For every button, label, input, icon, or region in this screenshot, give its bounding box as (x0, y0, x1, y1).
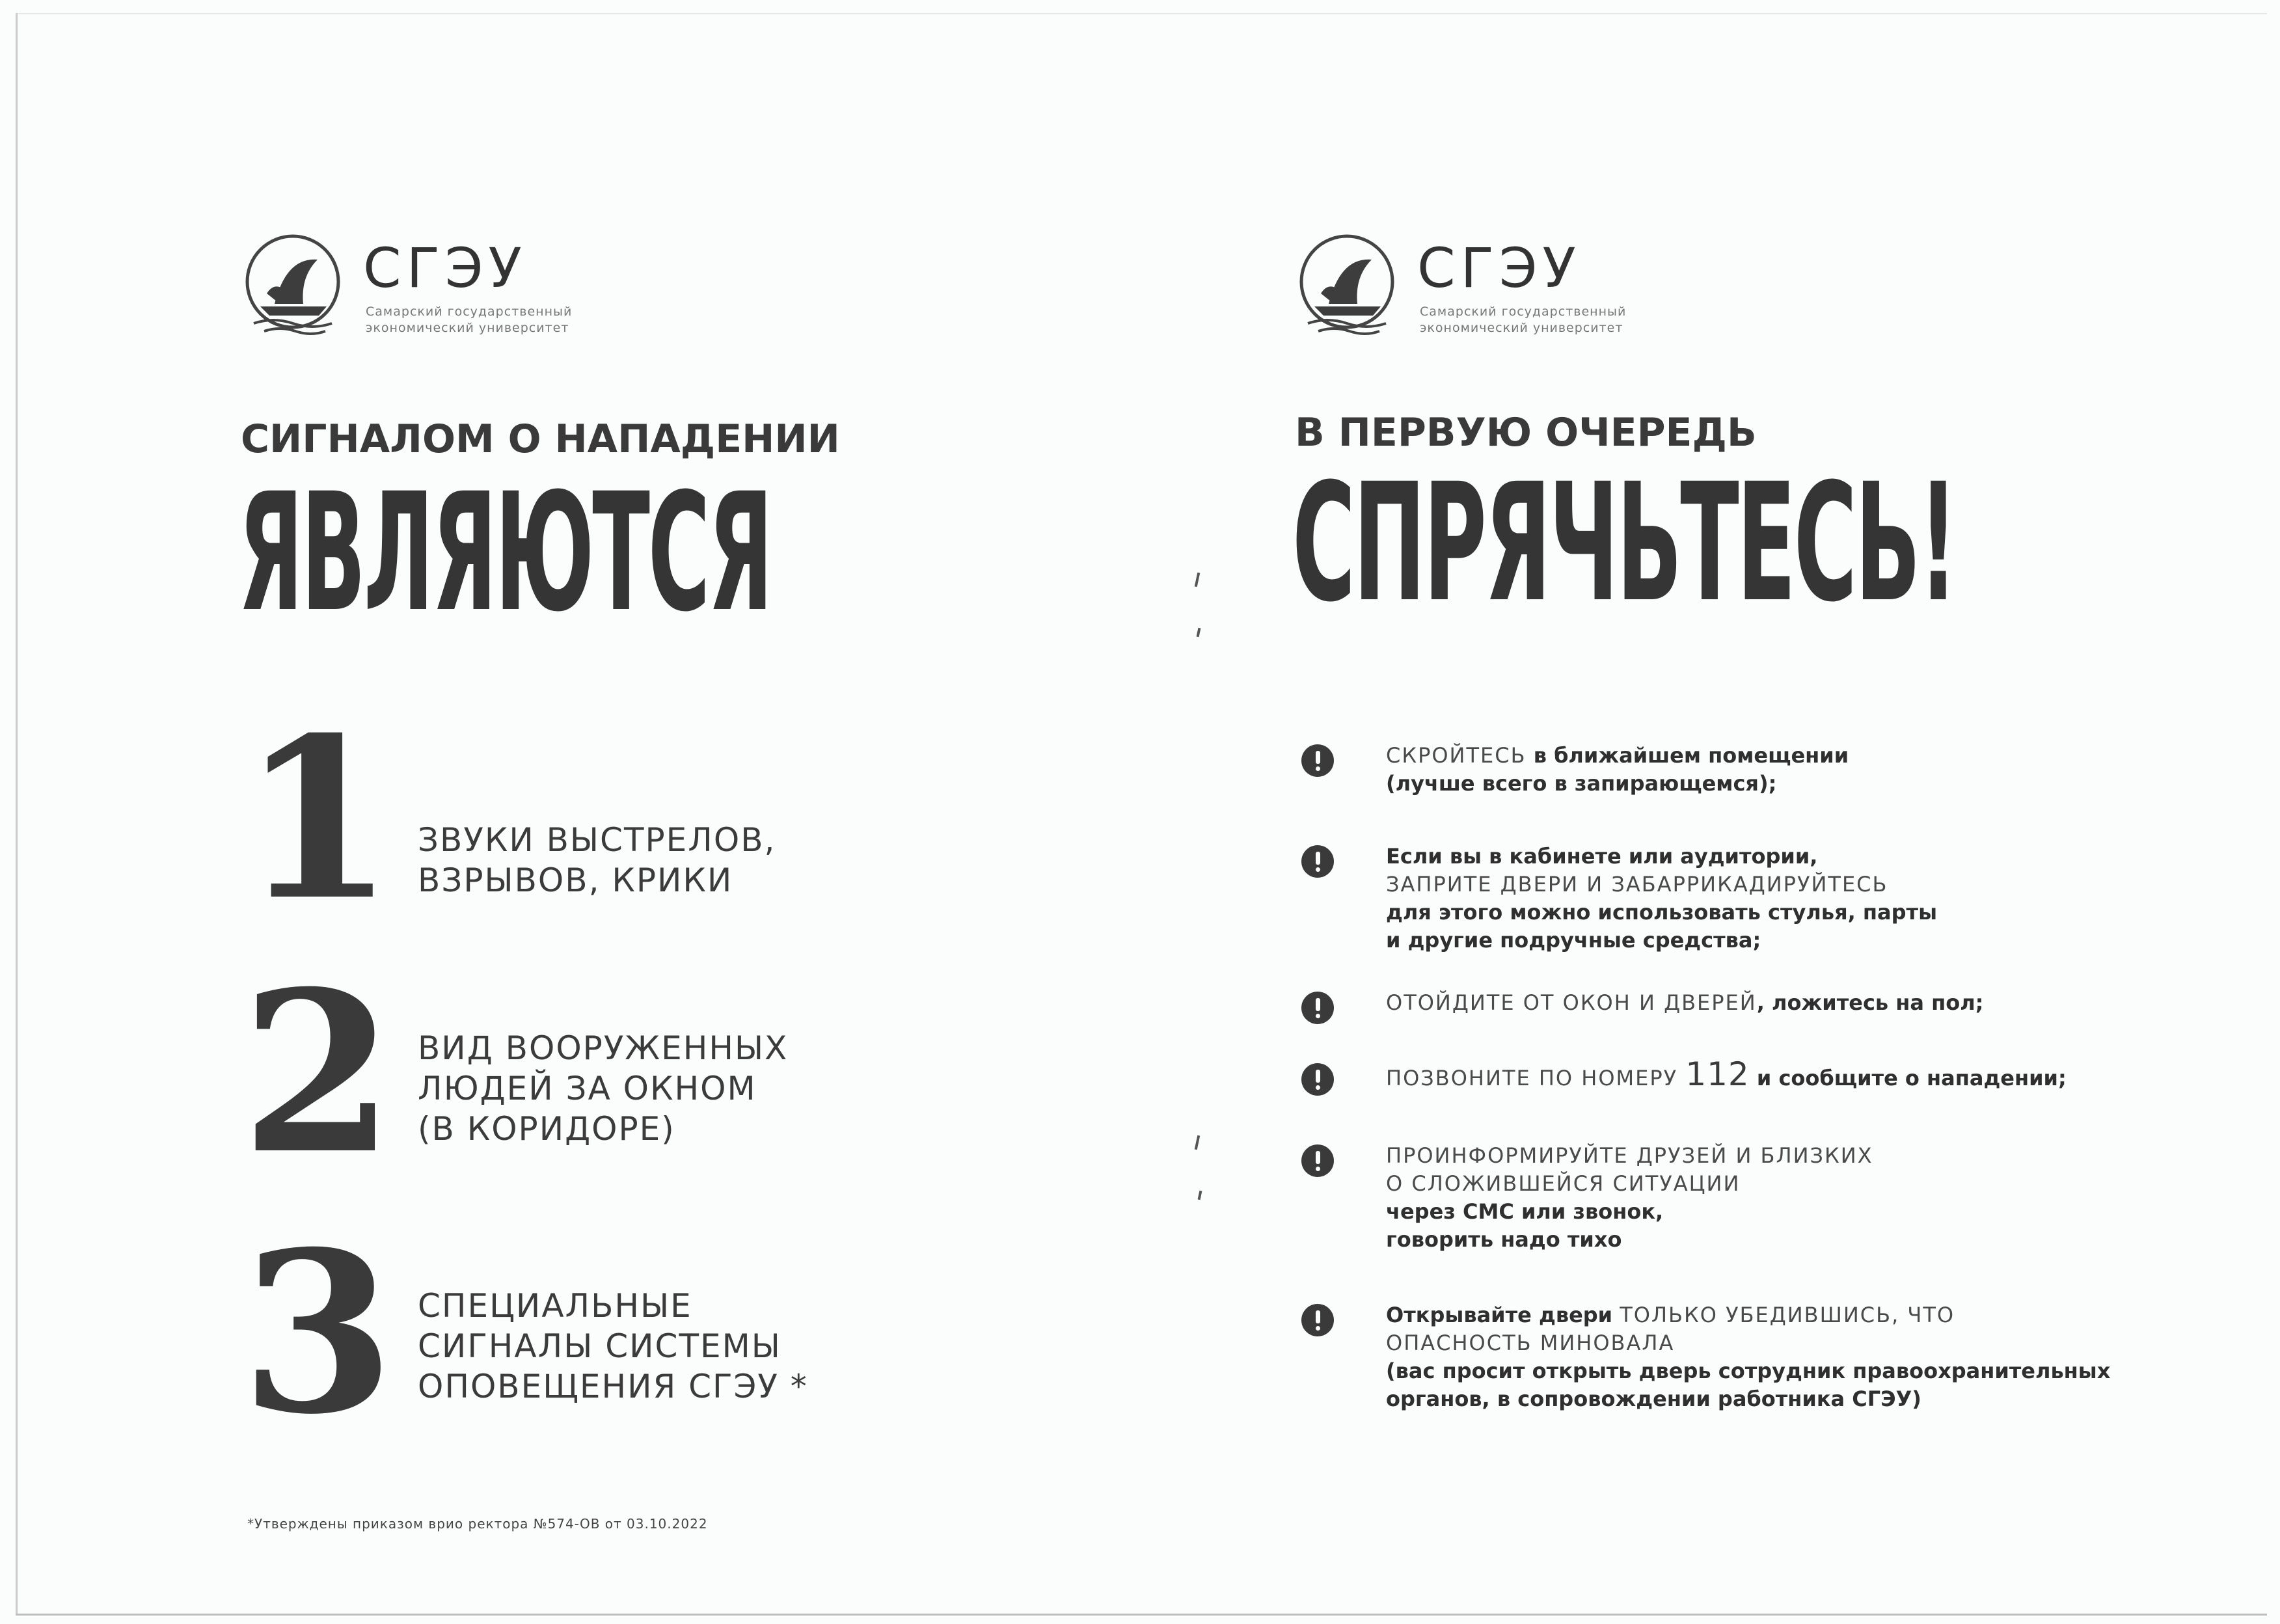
instruction-segment: ОТОЙДИТЕ ОТ ОКОН И ДВЕРЕЙ (1386, 990, 1757, 1015)
instruction-text (1386, 1301, 2245, 1413)
instruction-segment: Если вы в кабинете или аудитории, (1386, 844, 1818, 869)
instruction-line (1386, 843, 2245, 871)
instruction-line (1386, 1055, 2245, 1093)
instruction-line (1386, 927, 2245, 954)
signal-item (241, 943, 1152, 1203)
fold-mark (1197, 628, 1201, 638)
instruction-segment: ЗАПРИТЕ ДВЕРИ И ЗАБАРРИКАДИРУЙТЕСЬ (1386, 872, 1888, 897)
signal-text: ВИД ВООРУЖЕННЫХ ЛЮДЕЙ ЗА ОКНОМ (В КОРИДОРЕ) (418, 1029, 789, 1148)
logo-full-name: Самарский государственный экономический университет (1420, 304, 1627, 335)
left-kicker: СИГНАЛОМ О НАПАДЕНИИ (241, 416, 840, 462)
instruction-line (1386, 871, 2245, 899)
exclamation-circle-icon (1301, 845, 1334, 878)
scan-edge-left (16, 13, 18, 1614)
instruction-segment: СКРОЙТЕСЬ (1386, 743, 1527, 768)
signal-item (241, 1204, 1152, 1463)
logo-full-name: Самарский государственный экономический университет (366, 304, 573, 335)
fold-mark (1198, 1191, 1202, 1200)
signal-text: СПЕЦИАЛЬНЫЕ СИГНАЛЫ СИСТЕМЫ ОПОВЕЩЕНИЯ СГЭУ * (418, 1287, 808, 1405)
signal-number: 3 (241, 1204, 395, 1463)
instruction-segment: и сообщите о нападении; (1749, 1066, 2067, 1090)
instruction-line (1386, 1226, 2245, 1254)
right-poster-panel (1292, 0, 2245, 1624)
instruction-segment: , ложитесь на пол; (1756, 990, 1984, 1015)
instruction-segment: для этого можно использовать стулья, парты (1386, 900, 1938, 925)
exclamation-circle-icon (1301, 992, 1334, 1024)
instruction-text (1386, 989, 2245, 1017)
logo-abbreviation: СГЭУ (1417, 236, 1581, 300)
instruction-line (1386, 1357, 2245, 1385)
instruction-text (1386, 1142, 2245, 1254)
instruction-segment: ТОЛЬКО УБЕДИВШИСЬ, ЧТО (1620, 1303, 1955, 1327)
instruction-segment: О СЛОЖИВШЕЙСЯ СИТУАЦИИ (1386, 1171, 1741, 1196)
fold-mark (1195, 573, 1200, 587)
instruction-segment: ПРОИНФОРМИРУЙТЕ ДРУЗЕЙ И БЛИЗКИХ (1386, 1143, 1873, 1168)
instruction-text (1386, 843, 2245, 954)
instruction-line (1386, 770, 2245, 798)
instruction-text (1386, 742, 2245, 798)
instruction-segment: и другие подручные средства; (1386, 928, 1761, 953)
exclamation-circle-icon (1301, 1063, 1334, 1096)
university-logo (1295, 231, 1698, 342)
signal-number: 1 (241, 690, 395, 949)
instruction-line (1386, 1142, 2245, 1170)
left-headline: ЯВЛЯЮТСЯ (238, 458, 772, 647)
right-headline: СПРЯЧЬТЕСЬ! (1292, 448, 1956, 638)
instruction-segment: (лучше всего в запирающемся); (1386, 771, 1777, 796)
instruction-segment: ОПАСНОСТЬ МИНОВАЛА (1386, 1331, 1675, 1355)
signal-number: 2 (241, 943, 395, 1203)
signal-item (241, 690, 1152, 949)
right-kicker: В ПЕРВУЮ ОЧЕРЕДЬ (1295, 410, 1757, 455)
footnote: *Утверждены приказом врио ректора №574-ОВ от 03.10.2022 (247, 1516, 708, 1532)
exclamation-circle-icon (1301, 1144, 1334, 1177)
instruction-segment: 112 (1685, 1055, 1750, 1093)
exclamation-circle-icon (1301, 744, 1334, 777)
exclamation-circle-icon (1301, 1304, 1334, 1336)
instruction-segment: (вас просит открыть дверь сотрудник правоохранительных (1386, 1359, 2111, 1383)
instruction-text (1386, 1055, 2245, 1093)
instruction-line (1386, 1329, 2245, 1357)
instruction-segment: Открывайте двери (1386, 1303, 1620, 1327)
instruction-segment: через СМС или звонок, (1386, 1199, 1664, 1224)
university-logo (241, 231, 644, 342)
instruction-line (1386, 1301, 2245, 1329)
instruction-line (1386, 1385, 2245, 1413)
left-poster-panel (238, 0, 1152, 1624)
signal-text: ЗВУКИ ВЫСТРЕЛОВ, ВЗРЫВОВ, КРИКИ (418, 821, 776, 899)
instruction-line (1386, 742, 2245, 770)
instruction-line (1386, 989, 2245, 1017)
fold-mark (1195, 1135, 1200, 1150)
instruction-line (1386, 1170, 2245, 1198)
ship-sail-emblem-icon (1295, 231, 1405, 342)
ship-sail-emblem-icon (241, 231, 351, 342)
instruction-line (1386, 1198, 2245, 1226)
instruction-segment: органов, в сопровождении работника СГЭУ) (1386, 1387, 1921, 1411)
logo-abbreviation: СГЭУ (363, 236, 527, 300)
instruction-line (1386, 899, 2245, 927)
instruction-segment: говорить надо тихо (1386, 1227, 1622, 1252)
instruction-segment: в ближайшем помещении (1526, 743, 1849, 768)
instruction-segment: ПОЗВОНИТЕ ПО НОМЕРУ (1386, 1066, 1686, 1090)
